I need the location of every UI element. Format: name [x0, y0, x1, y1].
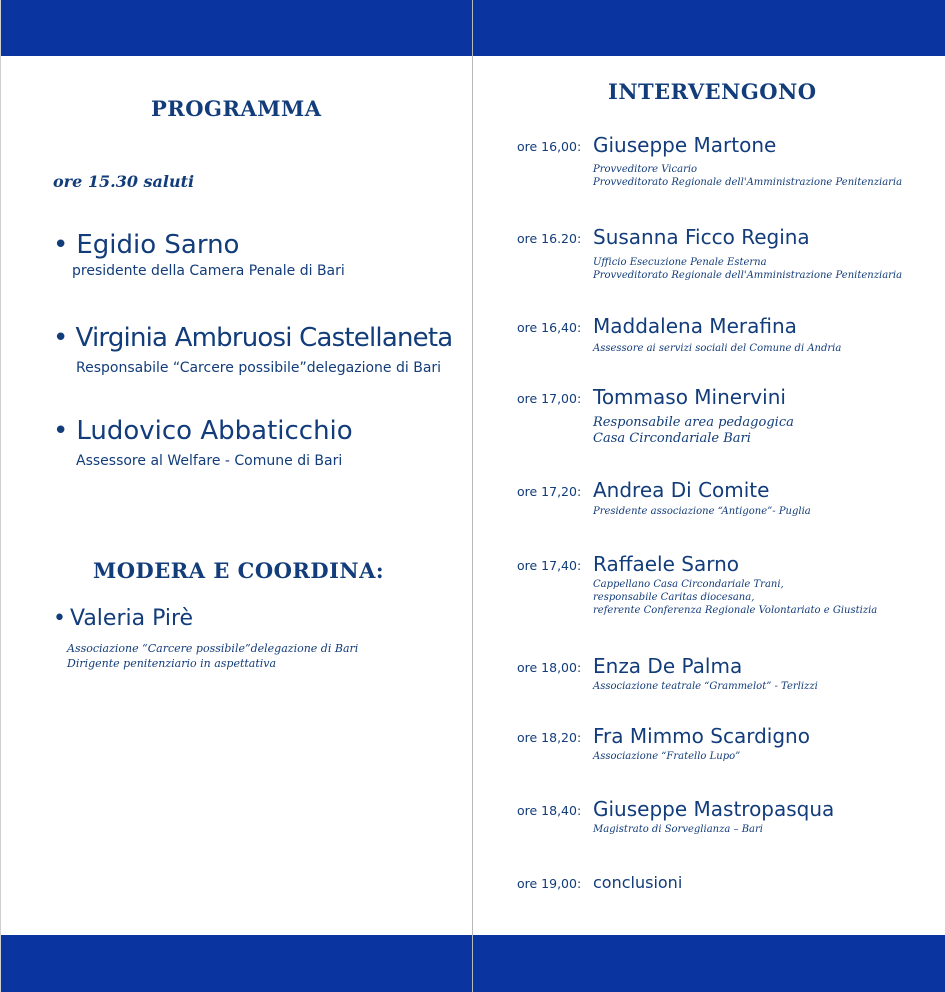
welcome-time: ore 15.30 saluti — [53, 172, 195, 191]
slot-time: ore 16.20: — [517, 231, 582, 246]
slot-speaker: Fra Mimmo Scardigno — [593, 724, 810, 748]
intervengono-heading: INTERVENGONO — [608, 79, 817, 104]
moderator-name: Valeria Pirè — [69, 606, 194, 631]
slot-description — [593, 505, 811, 518]
description-line: Associazione “Carcere possibile”delegazione di Bari — [67, 642, 359, 655]
description-line: Associazione “Fratello Lupo” — [593, 751, 741, 762]
slot-speaker: conclusioni — [593, 873, 683, 892]
slot-description — [593, 578, 877, 617]
description-line: Ufficio Esecuzione Penale Esterna — [593, 257, 767, 268]
slot-speaker: Giuseppe Martone — [593, 133, 777, 157]
description-line: Provveditorato Regionale dell'Amministrazione Penitenziaria — [593, 177, 903, 188]
slot-time: ore 16,00: — [517, 139, 582, 154]
slot-time: ore 16,40: — [517, 320, 582, 335]
slot-description — [593, 415, 794, 447]
slot-time: ore 18,40: — [517, 803, 582, 818]
moderator-heading: MODERA E COORDINA: — [93, 558, 385, 583]
slot-speaker: Giuseppe Mastropasqua — [593, 797, 835, 821]
description-line: Magistrato di Sorveglianza – Bari — [593, 824, 763, 835]
speaker-role: presidente della Camera Penale di Bari — [72, 263, 345, 279]
speaker-name: Ludovico Abbaticchio — [76, 416, 353, 446]
slot-description — [593, 750, 740, 763]
description-line: Casa Circondariale Bari — [593, 431, 751, 446]
slot-speaker: Andrea Di Comite — [593, 478, 770, 502]
programma-heading: PROGRAMMA — [151, 96, 322, 121]
description-line: Provveditorato Regionale dell'Amministrazione Penitenziaria — [593, 270, 903, 281]
slot-time: ore 19,00: — [517, 876, 582, 891]
description-line: Responsabile area pedagogica — [593, 415, 794, 430]
slot-speaker: Susanna Ficco Regina — [593, 225, 810, 249]
description-line: Presidente associazione “Antigone”- Puglia — [593, 506, 811, 517]
slot-description — [593, 823, 763, 836]
bullet-icon: • — [53, 323, 68, 353]
speaker-name: Egidio Sarno — [76, 230, 240, 260]
slot-time: ore 18,20: — [517, 730, 582, 745]
speaker-role: Assessore al Welfare - Comune di Bari — [76, 453, 343, 469]
speaker-ludovico-abbaticchio — [53, 416, 353, 469]
slot-speaker: Enza De Palma — [593, 654, 743, 678]
slot-time: ore 17,00: — [517, 391, 582, 406]
slot-time: ore 17,40: — [517, 558, 582, 573]
slot-time: ore 17,20: — [517, 484, 582, 499]
slot-speaker: Maddalena Merafina — [593, 314, 797, 338]
slot-description — [593, 680, 818, 693]
description-line: Assessore ai servizi sociali del Comune di Andria — [593, 343, 842, 354]
bullet-icon: • — [53, 606, 66, 631]
slot-speaker: Raffaele Sarno — [593, 552, 740, 576]
speaker-role: Responsabile “Carcere possibile”delegazione di Bari — [76, 360, 442, 376]
moderator-valeria-pire — [53, 606, 359, 670]
slot-description — [593, 342, 841, 355]
description-line: referente Conferenza Regionale Volontariato e Giustizia — [593, 605, 878, 616]
speaker-egidio-sarno — [53, 230, 345, 279]
slot-description — [593, 163, 902, 189]
description-line: Provveditore Vicario — [593, 164, 698, 175]
speaker-name: Virginia Ambruosi Castellaneta — [75, 323, 453, 353]
moderator-description — [67, 641, 358, 671]
slot-time: ore 18,00: — [517, 660, 582, 675]
description-line: responsabile Caritas diocesana, — [593, 592, 755, 603]
left-edge — [0, 0, 1, 992]
slot-description — [593, 256, 902, 282]
bullet-icon: • — [53, 230, 69, 260]
bullet-icon: • — [53, 416, 69, 446]
description-line: Cappellano Casa Circondariale Trani, — [593, 579, 784, 590]
description-line: Associazione teatrale “Grammelot” - Terlizzi — [593, 681, 818, 692]
slot-speaker: Tommaso Minervini — [593, 385, 786, 409]
description-line: Dirigente penitenziario in aspettativa — [67, 657, 277, 670]
speaker-virginia-ambruosi — [53, 323, 453, 376]
fold-line — [472, 0, 473, 992]
